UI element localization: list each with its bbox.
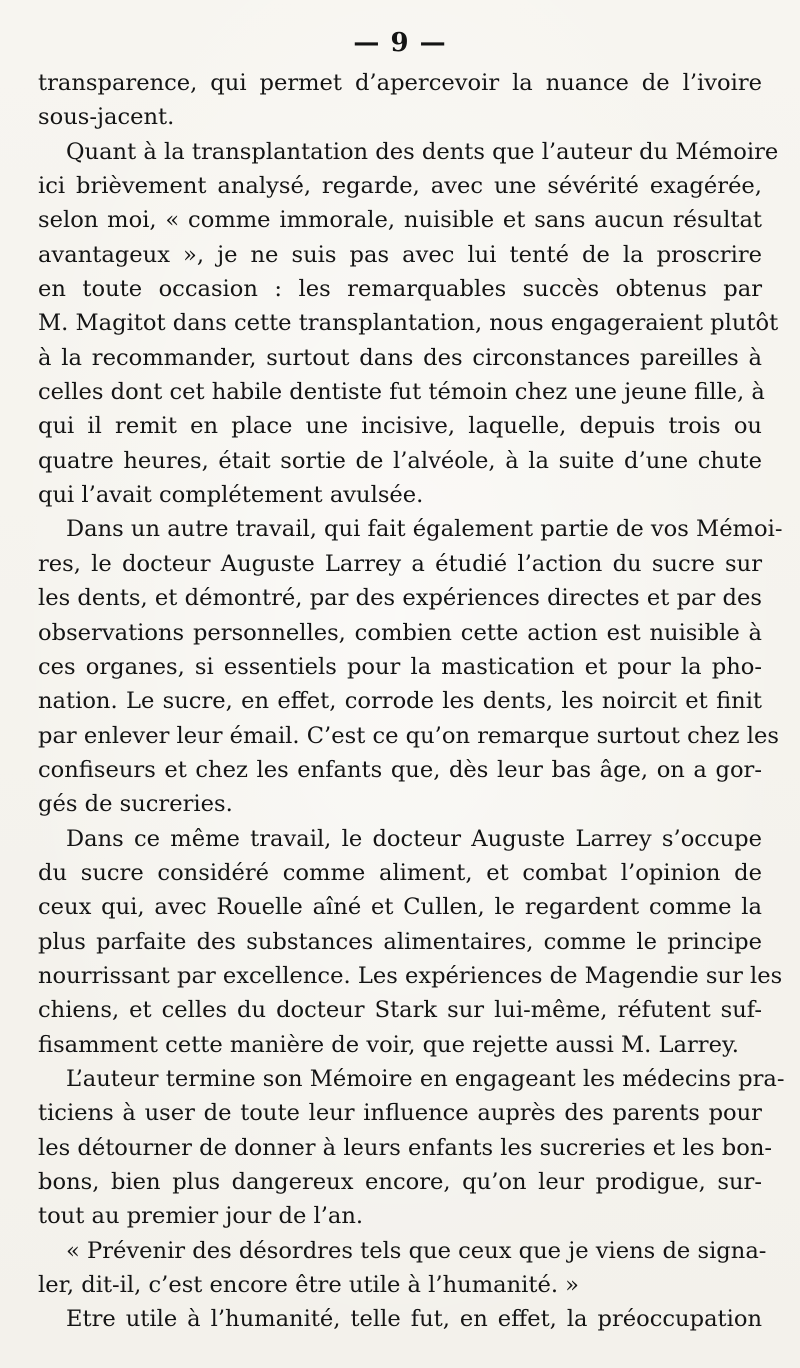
text-line: ici brièvement analysé, regarde, avec une sévérité exagérée, <box>38 173 762 200</box>
text-line: M. Magitot dans cette transplantation, nous engageraient plutôt <box>38 310 779 337</box>
paragraph <box>38 1234 767 1303</box>
text-line: du sucre considéré comme aliment, et combat l’opinion de <box>38 859 762 886</box>
text-line: nation. Le sucre, en effet, corrode les dents, les noircit et finit <box>38 688 762 715</box>
text-line: avantageux », je ne suis pas avec lui tenté de la proscrire <box>38 241 762 268</box>
text-line: ceux qui, avec Rouelle aîné et Cullen, le regardent comme la <box>38 894 762 921</box>
text-line: nourrissant par excellence. Les expériences de Magendie sur les <box>38 962 783 989</box>
paragraph <box>38 1302 762 1336</box>
text-line: à la recommander, surtout dans des circonstances pareilles à <box>38 344 762 371</box>
text-line: par enlever leur émail. C’est ce qu’on remarque surtout chez les <box>38 722 779 749</box>
text-line: « Prévenir des désordres tels que ceux que je viens de signa- <box>66 1237 767 1264</box>
paragraph <box>38 822 783 1062</box>
paragraph <box>38 135 779 513</box>
text-line: ticiens à user de toute leur influence auprès des parents pour <box>38 1100 762 1127</box>
text-line: ler, dit-il, c’est encore être utile à l’humanité. » <box>38 1272 580 1299</box>
text-line: qui il remit en place une incisive, laquelle, depuis trois ou <box>38 413 762 440</box>
text-line: Etre utile à l’humanité, telle fut, en effet, la préoccupation <box>66 1306 762 1333</box>
body-text <box>38 66 785 1337</box>
text-line: selon moi, « comme immorale, nuisible et sans aucun résultat <box>38 207 762 234</box>
text-line: ces organes, si essentiels pour la mastication et pour la pho- <box>38 653 762 680</box>
text-line: Dans ce même travail, le docteur Auguste Larrey s’occupe <box>66 825 762 852</box>
text-line: chiens, et celles du docteur Stark sur lui-même, réfutent suf- <box>38 997 762 1024</box>
text-line: Dans un autre travail, qui fait également partie de vos Mémoi- <box>66 516 783 543</box>
paragraph <box>38 1062 785 1234</box>
text-line: celles dont cet habile dentiste fut témoin chez une jeune fille, à <box>38 379 765 406</box>
paragraph <box>38 66 762 135</box>
text-line: fisamment cette manière de voir, que rejette aussi M. Larrey. <box>38 1031 739 1058</box>
text-line: plus parfaite des substances alimentaires, comme le principe <box>38 928 762 955</box>
text-line: sous-jacent. <box>38 104 175 131</box>
text-line: observations personnelles, combien cette action est nuisible à <box>38 619 762 646</box>
text-line: gés de sucreries. <box>38 791 233 818</box>
text-line: en toute occasion : les remarquables succès obtenus par <box>38 276 762 303</box>
text-line: quatre heures, était sortie de l’alvéole, à la suite d’une chute <box>38 447 762 474</box>
text-line: confiseurs et chez les enfants que, dès leur bas âge, on a gor- <box>38 756 762 783</box>
text-line: les dents, et démontré, par des expériences directes et par des <box>38 585 762 612</box>
text-line: tout au premier jour de l’an. <box>38 1203 364 1230</box>
text-line: bons, bien plus dangereux encore, qu’on leur prodigue, sur- <box>38 1169 762 1195</box>
text-line: transparence, qui permet d’apercevoir la nuance de l’ivoire <box>38 70 762 96</box>
text-line: res, le docteur Auguste Larrey a étudié l’action du sucre sur <box>38 550 762 577</box>
text-line: qui l’avait complétement avulsée. <box>38 482 424 509</box>
text-line: L’auteur termine son Mémoire en engageant les médecins pra- <box>66 1065 785 1092</box>
paragraph <box>38 512 783 821</box>
text-line: les détourner de donner à leurs enfants les sucreries et les bon- <box>38 1134 772 1161</box>
page-number: — 9 — <box>353 28 447 58</box>
text-line: Quant à la transplantation des dents que l’auteur du Mémoire <box>66 138 779 165</box>
